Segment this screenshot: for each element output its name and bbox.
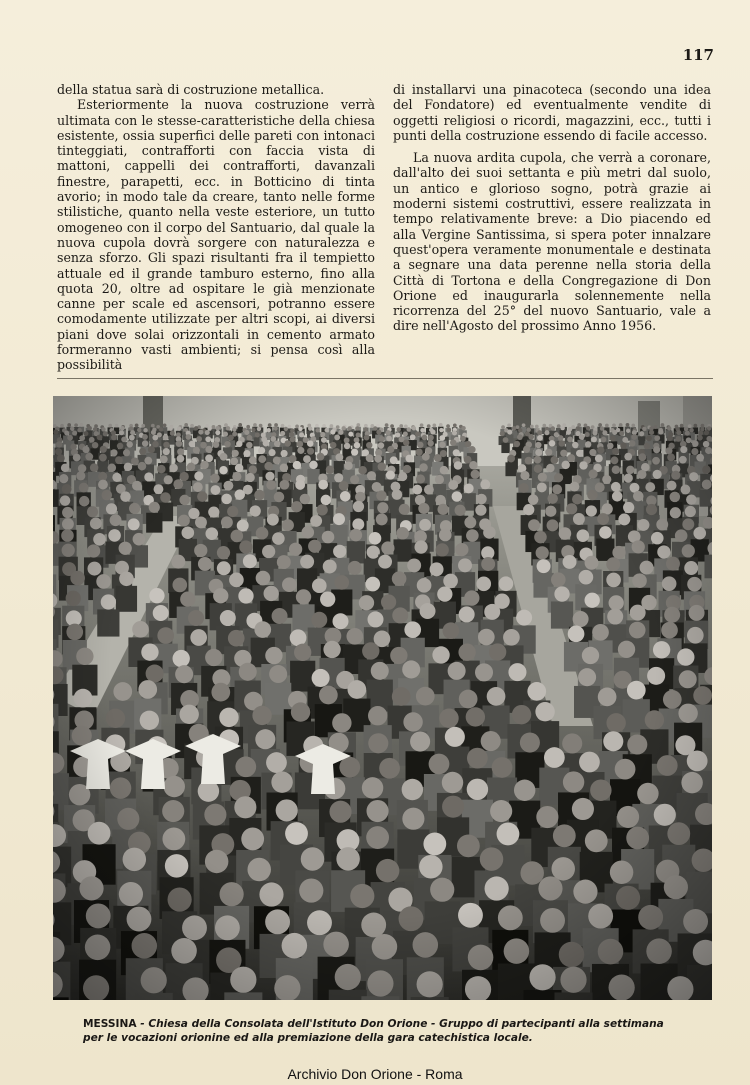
photo-caption	[83, 1018, 683, 1045]
page-number: 117	[682, 46, 714, 64]
paragraph: di installarvi una pinacoteca (secondo una idea del Fondatore) ed eventualmente vendite di oggetti religiosi o ricordi, magazzini, ecc., tutti i punti della costruzione essendo di facile accesso.	[393, 82, 711, 143]
section-divider	[57, 378, 713, 379]
text-column-left	[57, 82, 375, 373]
paragraph: Esteriormente la nuova costruzione verrà ultimata con le stesse-caratteristiche della chiesa esistente, ossia superfici delle pareti con intonaci tinteggiati, contrafforti con faccia vista di mattoni, cappelli dei contrafforti, davanzali finestre, parapetti, ecc. in Botticino di tinta avorio; in modo tale da creare, tanto nelle forme stilistiche, quanto nella veste esteriore, un tutto omogeneo con il corpo del Santuario, dal quale la nuova cupola dovrà sorgere con naturalezza e senza sforzo. Gli spazi risultanti fra il tempietto attuale ed il grande tamburo esterno, fino alla quota 20, oltre ad ospitare le già menzionate canne per scale ed ascensori, potranno essere comodamente utilizzate per altri scopi, ai diversi piani dove solai orizzontali in cemento armato formeranno vasti ambienti; si pensa così alla possibilità	[57, 97, 375, 373]
text-column-right	[393, 82, 711, 334]
paragraph: della statua sarà di costruzione metallica.	[57, 82, 325, 97]
caption-place: MESSINA	[83, 1018, 137, 1030]
archive-footer: Archivio Don Orione - Roma	[287, 1066, 463, 1082]
paragraph: La nuova ardita cupola, che verrà a coronare, dall'alto dei suoi settanta e più metri dal suolo, un antico e glorioso sogno, potrà grazie ai moderni sistemi costruttivi, essere realizzata in tempo relativamente breve: a Dio piacendo ed alla Vergine Santissima, si spera poter innalzare quest'opera veramente monumentale e destinata a segnare una data perenne nella storia della Città di Tortona e della Congregazione di Don Orione ed inaugurarla solennemente nella ricorrenza del 25° del nuovo Santuario, vale a dire nell'Agosto del prossimo Anno 1956.	[393, 150, 711, 334]
crowd-photo	[53, 396, 712, 1000]
caption-text: - Chiesa della Consolata dell'Istituto Don Orione - Gruppo di partecipanti alla settimana per le vocazioni orionine ed alla premiazione della gara catechistica locale.	[83, 1018, 664, 1044]
